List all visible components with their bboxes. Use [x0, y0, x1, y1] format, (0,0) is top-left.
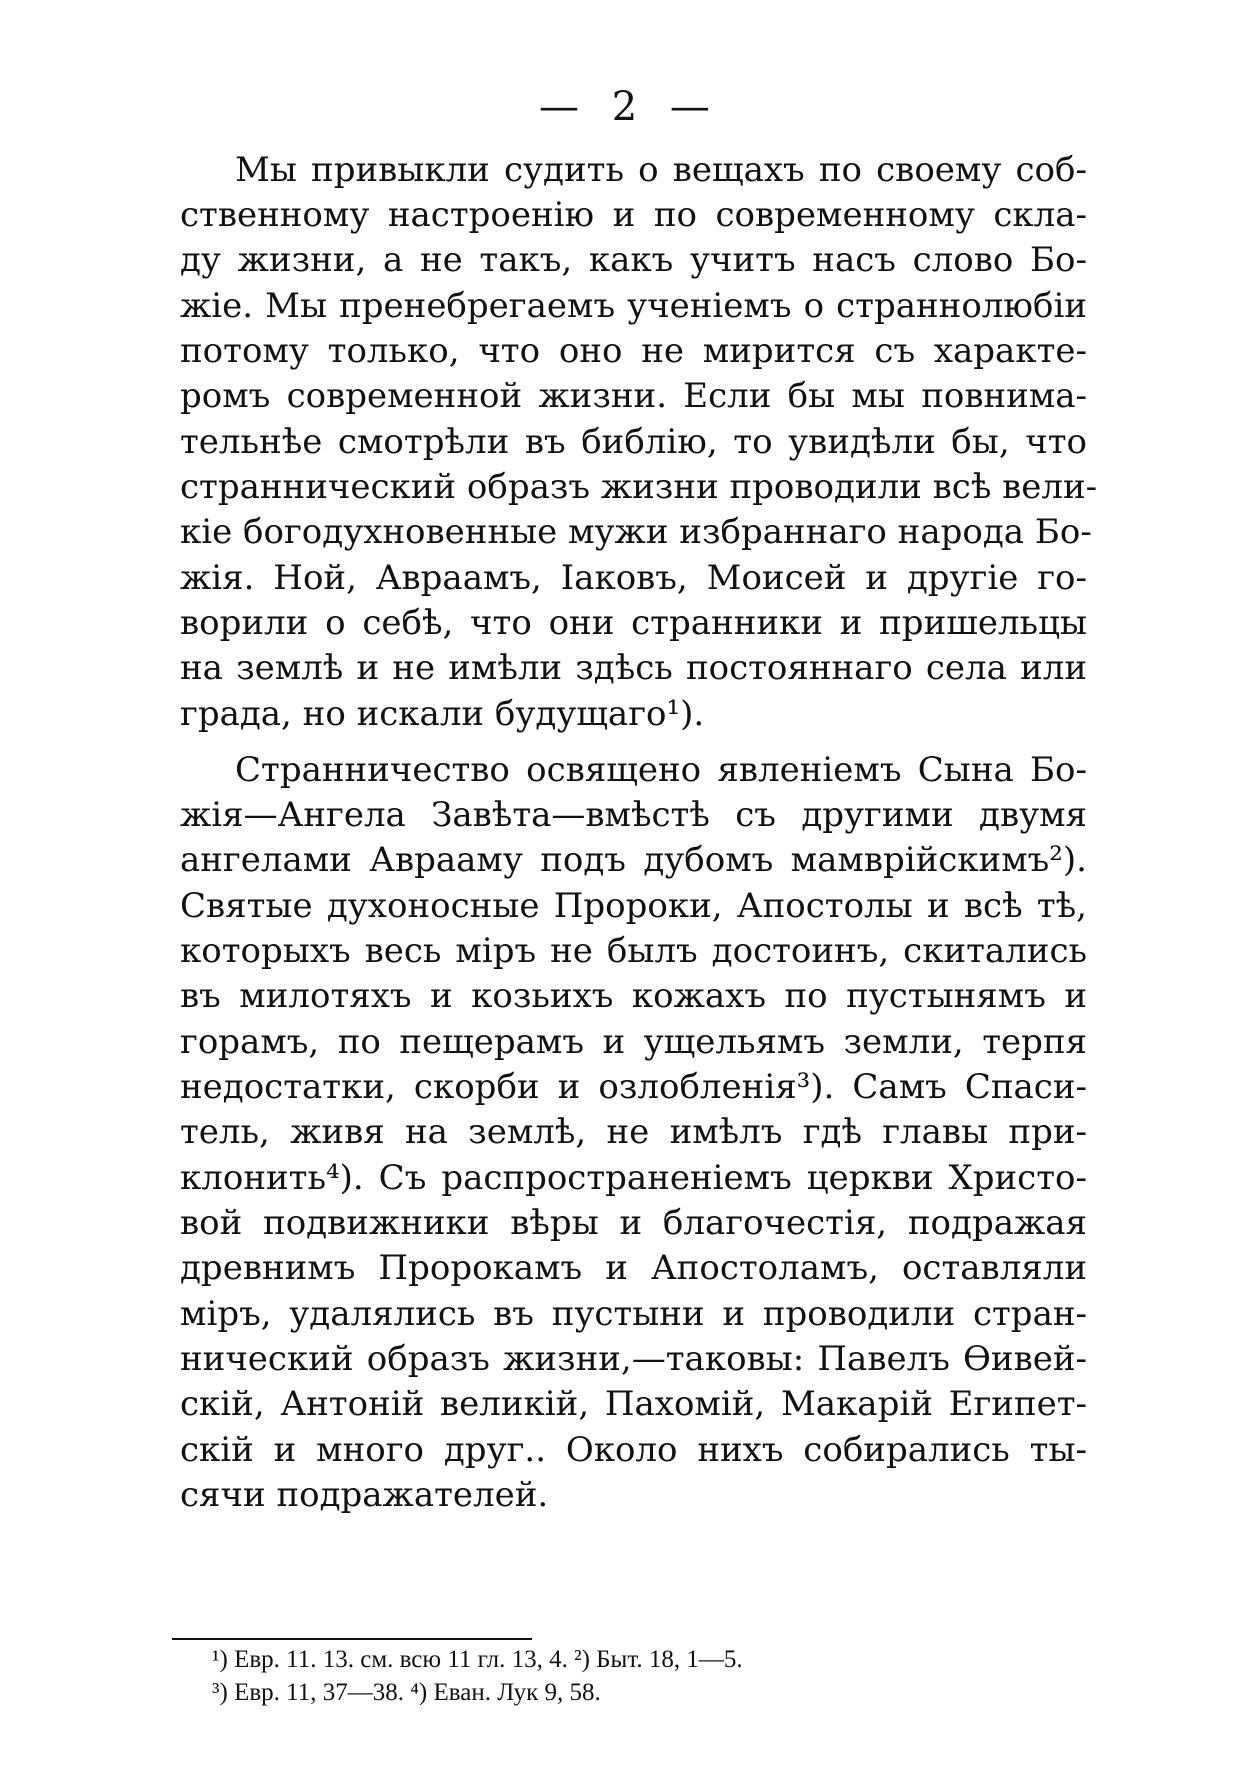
text-line: ромъ современной жизни. Если бы мы повнима- — [180, 376, 1087, 416]
text-line: на землѣ и не имѣли здѣсь постояннаго села или — [180, 648, 1087, 688]
text-line: Мы привыкли судить о вещахъ по своему соб- — [235, 150, 1087, 190]
text-line: града, но искали будущаго¹). — [180, 694, 705, 734]
text-line: ственному настроенію и по современному скла- — [180, 195, 1087, 235]
text-line: недостатки, скорби и озлобленія³). Самъ Спаси- — [180, 1067, 1087, 1107]
text-line: скій, Антоній великій, Пахомій, Макарій Египет- — [180, 1384, 1087, 1424]
text-line: Странничество освящено явленіемъ Сына Бо- — [235, 750, 1087, 790]
text-line: страннический образъ жизни проводили всѣ вели- — [180, 467, 1098, 507]
text-line: жія—Ангела Завѣта—вмѣстѣ съ другими двумя — [180, 795, 1087, 835]
text-line: жія. Ной, Авраамъ, Іаковъ, Моисей и другіе го- — [180, 558, 1087, 598]
text-line: нический образъ жизни,—таковы: Павелъ Ѳивей- — [180, 1339, 1087, 1379]
text-line: тельнѣе смотрѣли въ библію, то увидѣли бы, что — [180, 422, 1087, 462]
footnote-divider — [172, 1638, 532, 1640]
text-line: жіе. Мы пренебрегаемъ ученіемъ о страннолюбіи — [180, 286, 1087, 326]
text-line: Святые духоносные Пророки, Апостолы и всѣ тѣ, — [180, 886, 1087, 926]
text-line: кіе богодухновенные мужи избраннаго народа Бо- — [180, 512, 1092, 552]
page-number: — 2 — — [539, 84, 720, 130]
text-line: которыхъ весь міръ не былъ достоинъ, скитались — [180, 931, 1087, 971]
footnote-line: ³) Евр. 11, 37—38. ⁴) Еван. Лук 9, 58. — [212, 1679, 601, 1706]
text-line: потому только, что оно не мирится съ характе- — [180, 331, 1087, 371]
text-line: клонить⁴). Съ распространеніемъ церкви Христо- — [180, 1158, 1087, 1198]
footnote-line: ¹) Евр. 11. 13. см. всю 11 гл. 13, 4. ²) Быт. 18, 1—5. — [212, 1646, 743, 1673]
text-line: міръ, удалялись въ пустыни и проводили стран- — [180, 1294, 1087, 1334]
text-line: ангелами Аврааму подъ дубомъ мамврійскимъ²). — [180, 840, 1087, 880]
text-line: ду жизни, а не такъ, какъ учитъ насъ слово Бо- — [180, 240, 1087, 280]
text-line: горамъ, по пещерамъ и ущельямъ земли, терпя — [180, 1022, 1087, 1062]
text-line: въ милотяхъ и козьихъ кожахъ по пустынямъ и — [180, 976, 1087, 1016]
text-line: тель, живя на землѣ, не имѣлъ гдѣ главы при- — [180, 1112, 1087, 1152]
text-line: вой подвижники вѣры и благочестія, подражая — [180, 1203, 1087, 1243]
text-line: сячи подражателей. — [180, 1475, 549, 1515]
text-line: ворили о себѣ, что они странники и пришельцы — [180, 603, 1087, 643]
text-line: древнимъ Пророкамъ и Апостоламъ, оставляли — [180, 1248, 1087, 1288]
text-line: скій и много друг.. Около нихъ собирались ты- — [180, 1430, 1087, 1470]
